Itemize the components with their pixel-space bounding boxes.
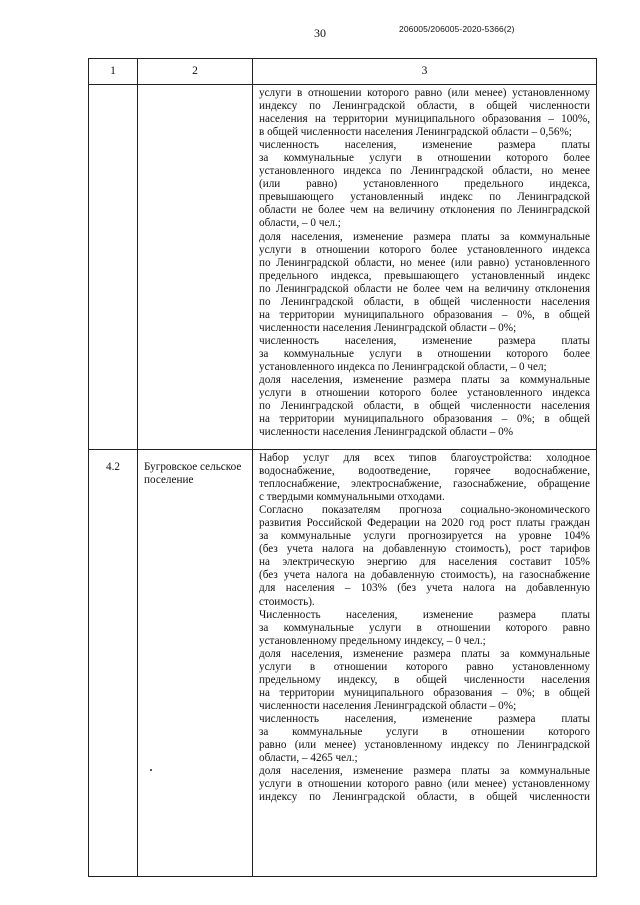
text-line: Численность населения, изменение размера платы	[259, 608, 590, 621]
text-line: за коммунальные услуги в отношении которого	[259, 725, 590, 738]
table-row	[89, 85, 597, 450]
text-line: численности населения Ленинградской области – 0%;	[259, 321, 517, 334]
text-line: для населения – 103% (без учета налога на добавленную	[259, 582, 590, 595]
text-line: населения на территории муниципального образования – 100%,	[259, 113, 590, 126]
content-table	[88, 58, 597, 877]
text-line: доля населения, изменение размера платы за коммунальные	[259, 765, 590, 778]
text-line: услуги в отношении которого равно (или менее) установленному	[259, 87, 590, 99]
text-line: предельному индексу, в общей численности населения	[259, 673, 590, 686]
text-line: (без учета налога на добавленную стоимость), рост тарифов	[259, 543, 590, 556]
page-number: 30	[314, 26, 326, 40]
text-line: численность населения, изменение размера платы	[259, 139, 590, 152]
settlement-name: Бугровское сельское поселение	[138, 450, 253, 877]
text-line: в общей численности населения Ленинградской области – 0,56%;	[259, 126, 572, 139]
text-line: за коммунальные услуги в отношении которого равно	[259, 621, 590, 634]
text-line: услуги в отношении которого более установленного индекса	[259, 243, 590, 256]
text-line: области, – 4265 чел.;	[259, 752, 358, 765]
column-header-3: 3	[253, 59, 597, 85]
text-line: на территории муниципального образования – 0%; в общей	[259, 686, 590, 699]
row-number	[89, 85, 138, 450]
text-line: услуги в отношении которого более установленного индекса	[259, 387, 590, 400]
text-line: на территории муниципального образования – 0%; в общей	[259, 413, 590, 426]
text-line: (или равно) установленного предельного индекса,	[259, 178, 590, 191]
text-line: области, – 0 чел.;	[259, 217, 341, 230]
text-line: Набор услуг для всех типов благоустройства: холодное	[259, 452, 590, 464]
text-line: доля населения, изменение размера платы за коммунальные	[259, 647, 590, 660]
text-line: с твердыми коммунальными отходами.	[259, 491, 445, 504]
text-line: численность населения, изменение размера платы	[259, 334, 590, 347]
text-line: на электрическую энергию для населения составит 105%	[259, 556, 590, 569]
row-description	[253, 450, 597, 877]
text-line: области не более чем на величину отклонения по Ленинградской	[259, 204, 590, 217]
text-line: превышающего установленный индекс по Ленинградской	[259, 191, 590, 204]
text-line: развития Российской Федерации на 2020 год рост платы граждан	[259, 517, 590, 530]
text-line: по Ленинградской области, в общей численности населения	[259, 295, 590, 308]
text-line: за коммунальные услуги в отношении которого более	[259, 152, 590, 165]
text-line: численности населения Ленинградской области – 0%	[259, 426, 514, 439]
text-line: установленного индекса по Ленинградской области, – 0 чел;	[259, 360, 547, 373]
text-line: водоснабжение, водоотведение, горячее водоснабжение,	[259, 465, 590, 478]
text-line: услуги в отношении которого равно установленному	[259, 660, 590, 673]
text-line: за коммунальные услуги прогнозируется на уровне 104%	[259, 530, 590, 543]
text-line: (без учета налога на добавленную стоимость), на газоснабжение	[259, 569, 590, 582]
text-line: доля населения, изменение размера платы за коммунальные	[259, 230, 590, 243]
text-line: индексу по Ленинградской области, в общей численности	[259, 791, 590, 804]
table-row	[89, 450, 597, 877]
text-line: по Ленинградской области, но менее (или равно) установленного	[259, 256, 590, 269]
column-header-2: 2	[138, 59, 253, 85]
text-line: по Ленинградской области не более чем на величину отклонения	[259, 282, 590, 295]
text-line: на территории муниципального образования – 0%, в общей	[259, 308, 590, 321]
text-line: по Ленинградской области, в общей численности населения	[259, 400, 590, 413]
text-line: стоимость).	[259, 595, 315, 608]
document-reference: 206005/206005-2020-5366(2)	[399, 24, 515, 34]
text-line: теплоснабжение, электроснабжение, газоснабжение, обращение	[259, 478, 590, 491]
text-line: доля населения, изменение размера платы за коммунальные	[259, 374, 590, 387]
text-line: предельного индекса, превышающего установленный индекс	[259, 269, 590, 282]
text-line: за коммунальные услуги в отношении которого более	[259, 347, 590, 360]
text-line: установленному предельному индексу, – 0 чел.;	[259, 634, 486, 647]
text-line: равно (или менее) установленному индексу по Ленинградской	[259, 739, 590, 752]
text-line: численности населения Ленинградской области – 0%;	[259, 699, 517, 712]
row-description	[253, 85, 597, 450]
table-header-row	[89, 59, 597, 85]
scan-speck	[150, 769, 152, 771]
text-line: индексу по Ленинградской области, в общей численности	[259, 100, 590, 113]
text-line: установленного индекса по Ленинградской области, но менее	[259, 165, 590, 178]
text-line: услуги в отношении которого равно (или менее) установленному	[259, 778, 590, 791]
row-number: 4.2	[89, 450, 138, 877]
settlement-name	[138, 85, 253, 450]
column-header-1: 1	[89, 59, 138, 85]
text-line: Согласно показателям прогноза социально-экономического	[259, 504, 590, 517]
text-line: численность населения, изменение размера платы	[259, 712, 590, 725]
